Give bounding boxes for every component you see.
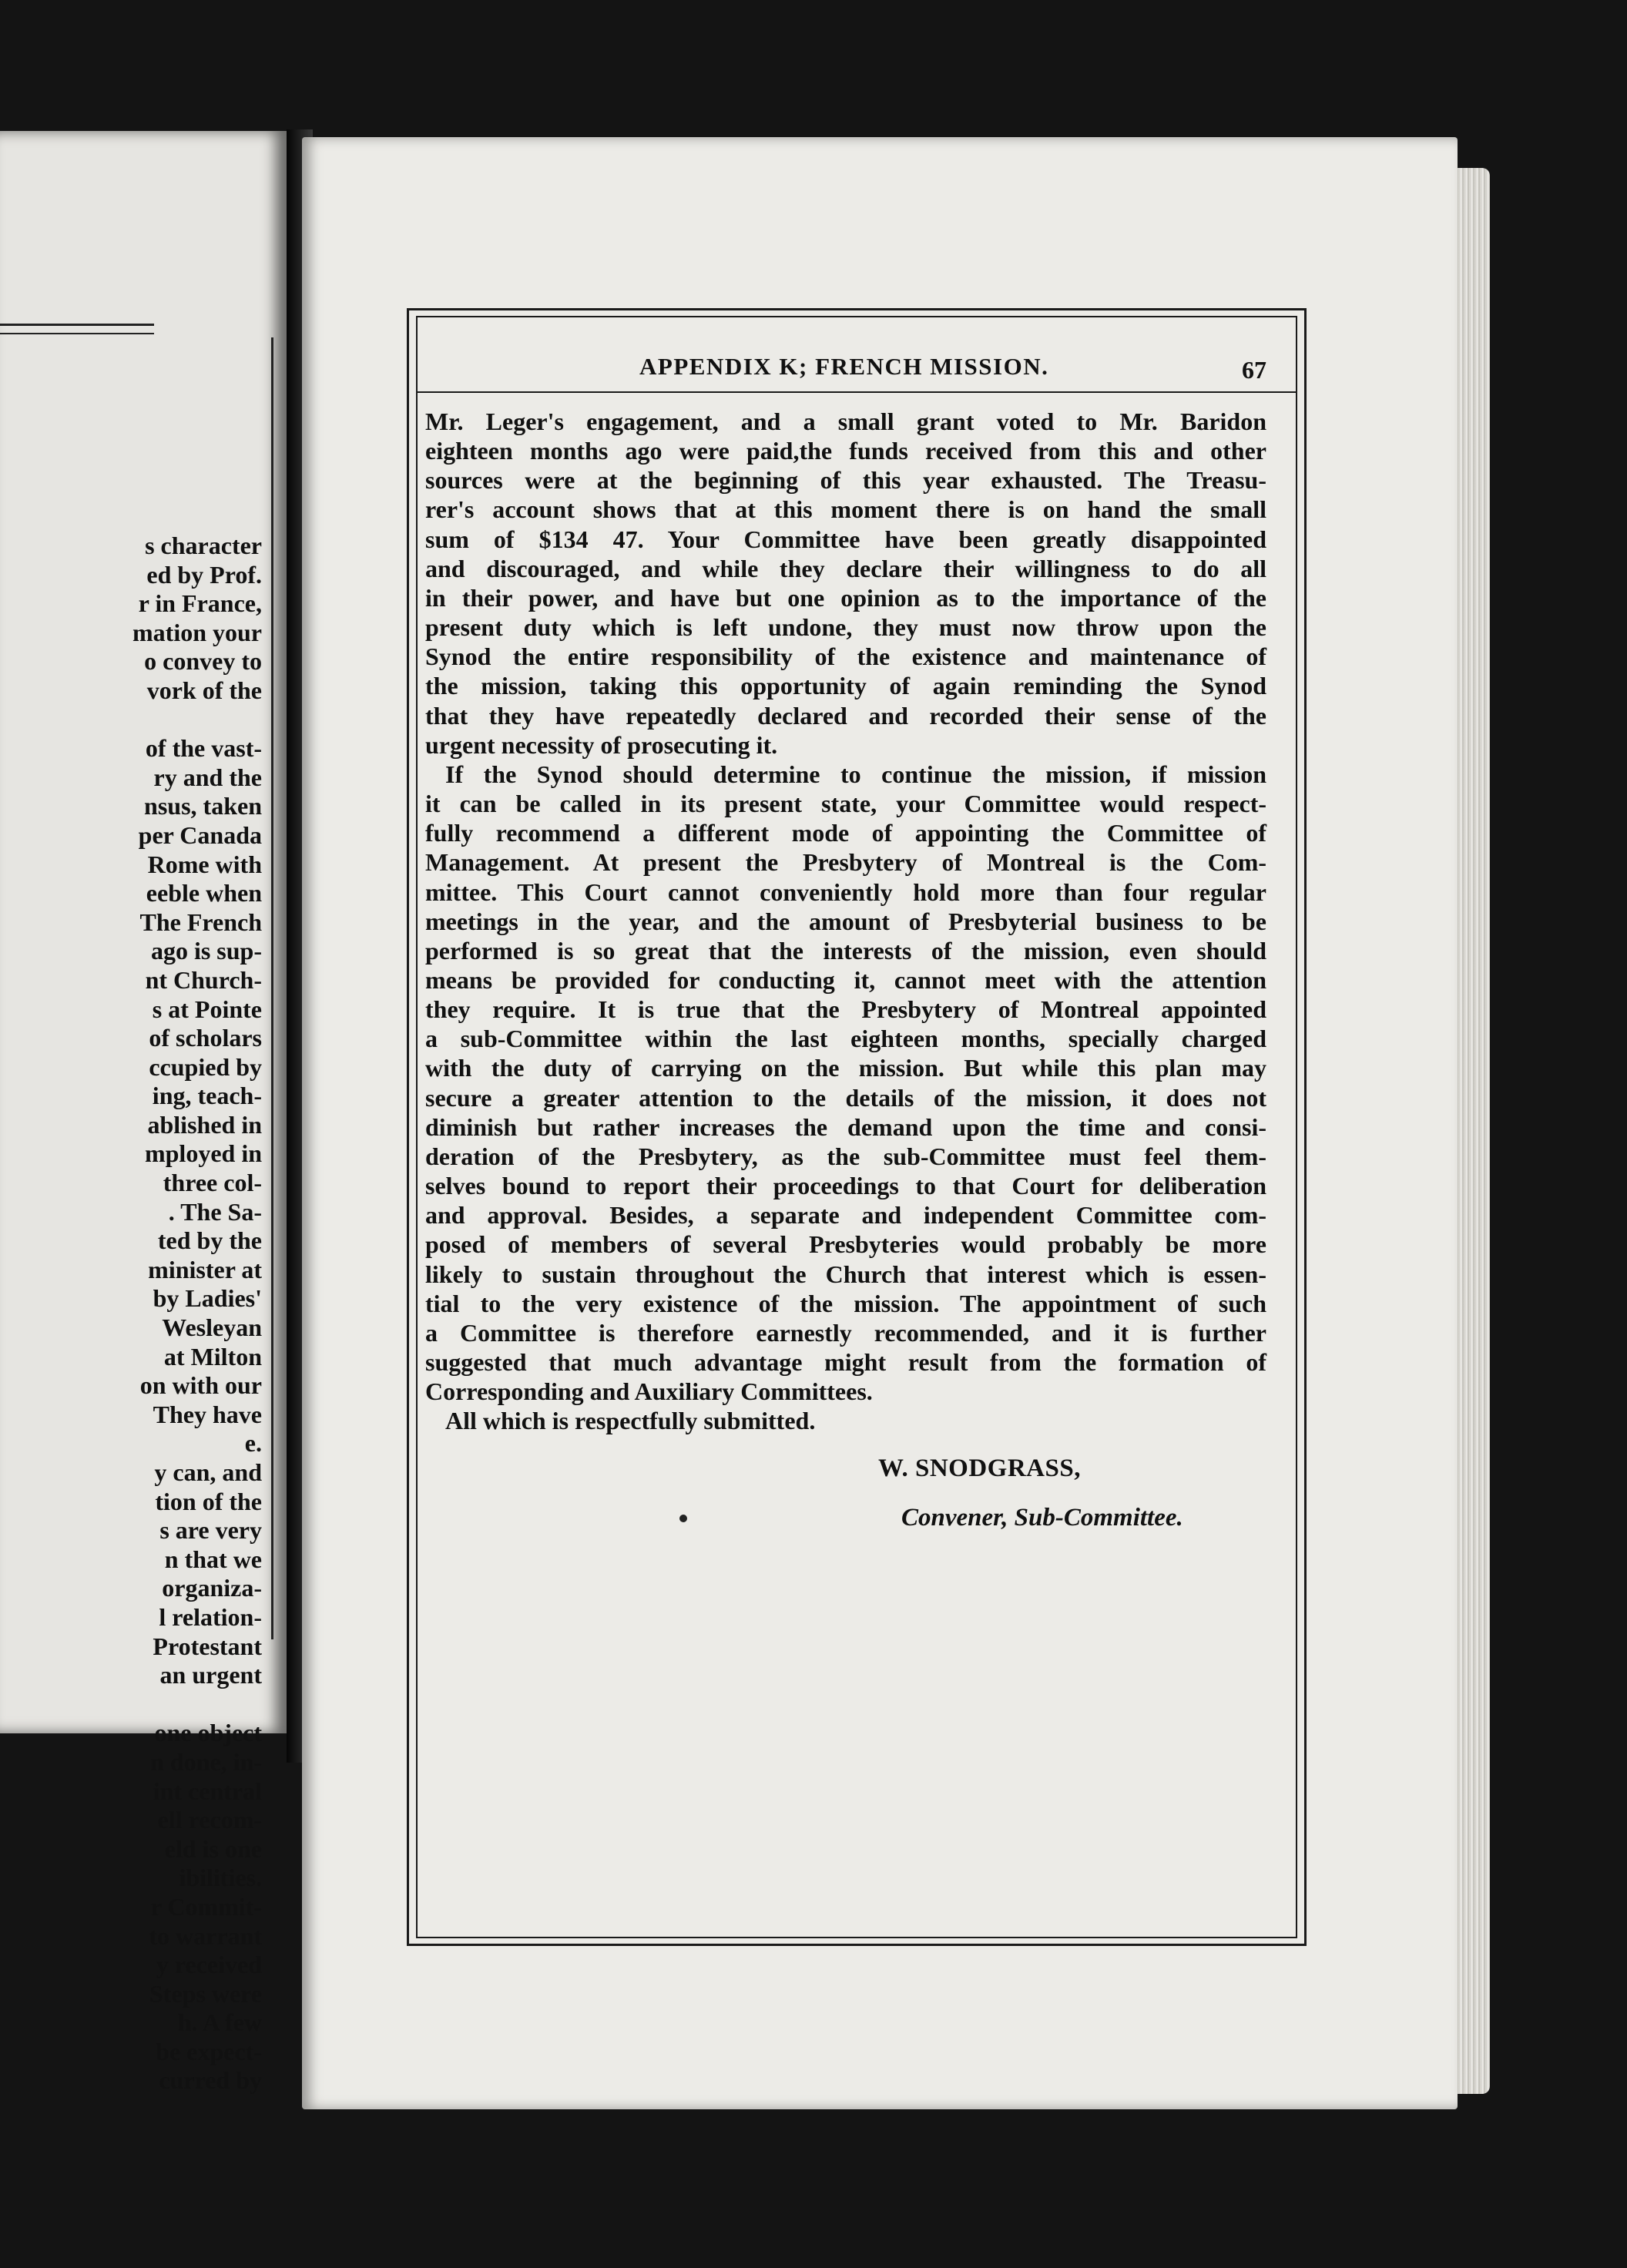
body-line: means be provided for conducting it, cannot meet with the attention [425, 965, 1266, 994]
left-page-line: at Milton [163, 1342, 262, 1371]
left-page-line: r in France, [138, 589, 262, 618]
body-line: in their power, and have but one opinion as to the importance of the [425, 583, 1266, 612]
body-line: deration of the Presbytery, as the sub-Committee must feel them- [425, 1142, 1266, 1170]
left-page-line: to warrant [149, 1921, 262, 1950]
left-page-line: of scholars [149, 1024, 262, 1052]
left-page-line [0, 1690, 262, 1719]
body-line: Mr. Leger's engagement, and a small grant voted to Mr. Baridon [425, 408, 1266, 435]
body-line: All which is respectfully submitted. [445, 1407, 816, 1435]
body-line: a sub-Committee within the last eighteen months, specially charged [425, 1025, 1266, 1053]
left-page-line: one object [154, 1719, 262, 1747]
left-page-line: of the vast- [145, 734, 262, 763]
left-page-line: ed by Prof. [146, 560, 262, 589]
left-page-line: minister at [148, 1255, 262, 1283]
left-page-line: int central [153, 1776, 262, 1805]
body-text [425, 407, 1266, 1435]
left-page-line: be expect- [156, 2037, 262, 2065]
left-page-line: ted by the [157, 1226, 262, 1255]
body-line: Management. At present the Presbytery of Montreal is the Com- [425, 848, 1266, 877]
left-page-text [0, 532, 262, 2095]
body-line: that they have repeatedly declared and recorded their sense of the [425, 701, 1266, 730]
left-page-line: . The Sa- [168, 1197, 262, 1226]
body-line: Synod the entire responsibility of the existence and maintenance of [425, 642, 1266, 671]
left-page-line: on with our [139, 1371, 262, 1400]
left-page-line: curred by [159, 2066, 262, 2095]
body-line: and discouraged, and while they declare their willingness to do all [425, 554, 1266, 582]
body-line: sources were at the beginning of this year exhausted. The Treasu- [425, 466, 1266, 495]
body-line: with the duty of carrying on the mission. But while this plan may [425, 1054, 1266, 1082]
body-line: performed is so great that the interests of the mission, even should [425, 936, 1266, 965]
left-page-line [0, 706, 262, 735]
left-page-line: ry and the [153, 763, 262, 791]
left-page-line: y can, and [154, 1458, 262, 1486]
page-number: 67 [1242, 356, 1266, 384]
signature-name: W. SNODGRASS, [878, 1454, 1081, 1482]
signature-title: Convener, Sub-Committee. [901, 1504, 1183, 1532]
body-line: it can be called in its present state, your Committee would respect- [425, 790, 1266, 818]
left-page-line: ccupied by [149, 1052, 262, 1081]
left-page-line: organiza- [162, 1574, 262, 1602]
left-page-line: ago is sup- [150, 937, 262, 965]
left-page-line: nsus, taken [144, 792, 262, 820]
left-page-line: They have [153, 1400, 262, 1428]
left-page-line: h. A few [177, 2008, 262, 2037]
left-page-line: r Commit- [150, 1892, 262, 1921]
body-line: they require. It is true that the Presbytery of Montreal appointed [425, 995, 1266, 1024]
left-page-line: s are very [159, 1516, 262, 1545]
left-page-line: ing, teach- [152, 1082, 262, 1110]
body-line: Corresponding and Auxiliary Committees. [425, 1377, 873, 1406]
body-line: eighteen months ago were paid,the funds received from this and other [425, 437, 1266, 465]
left-page-line: ablished in [147, 1110, 262, 1139]
left-page-line: ibilities. [179, 1864, 262, 1892]
body-line: the mission, taking this opportunity of again reminding the Synod [425, 672, 1266, 700]
left-page-line: s character [145, 532, 262, 559]
left-page [0, 131, 287, 2095]
left-page-line: ell recom- [157, 1806, 262, 1834]
body-line: If the Synod should determine to continue the mission, if mission [445, 760, 1266, 788]
running-head: APPENDIX K; FRENCH MISSION. [639, 353, 1049, 380]
left-page-line: Rome with [147, 850, 262, 878]
body-line: posed of members of several Presbyteries would probably be more [425, 1230, 1266, 1259]
left-page-line: by Ladies' [153, 1284, 262, 1313]
left-page-line: n that we [164, 1545, 262, 1573]
left-page-border [271, 337, 273, 1639]
left-page-line: l relation- [159, 1602, 262, 1631]
body-line: selves bound to report their proceedings to that Court for deliberation [425, 1172, 1266, 1200]
left-page-line: y received [156, 1951, 262, 1979]
left-page-line: The French [139, 908, 262, 936]
left-page-line: an urgent [159, 1661, 262, 1689]
left-page-line: mployed in [144, 1139, 262, 1168]
left-page-rule [0, 324, 154, 326]
body-line: rer's account shows that at this moment there is on hand the small [425, 495, 1266, 524]
body-line: sum of $134 47. Your Committee have been greatly disappointed [425, 525, 1266, 553]
printer-ornament [679, 1515, 687, 1522]
body-line: and approval. Besides, a separate and independent Committee com- [425, 1201, 1266, 1230]
body-line: mittee. This Court cannot conveniently hold more than four regular [425, 877, 1266, 906]
left-page-line: eld is one [164, 1834, 262, 1863]
left-page-line: nt Church- [145, 965, 262, 994]
body-line: tial to the very existence of the mission. The appointment of such [425, 1289, 1266, 1317]
left-page-line: n done, in- [150, 1747, 262, 1776]
body-line: fully recommend a different mode of appointing the Committee of [425, 819, 1266, 847]
body-line: likely to sustain throughout the Church that interest which is essen- [425, 1260, 1266, 1288]
left-page-line: s at Pointe [152, 995, 262, 1023]
left-page-line: o convey to [144, 647, 262, 676]
left-page-line: mation your [133, 618, 262, 646]
body-line: a Committee is therefore earnestly recommended, and it is further [425, 1318, 1266, 1347]
body-line: secure a greater attention to the details of the mission, it does not [425, 1083, 1266, 1112]
body-line: suggested that much advantage might result from the formation of [425, 1348, 1266, 1376]
body-line: urgent necessity of prosecuting it. [425, 730, 778, 759]
left-page-line: three col- [163, 1169, 262, 1197]
body-line: meetings in the year, and the amount of Presbyterial business to be [425, 907, 1266, 935]
left-page-line: vork of the [146, 676, 262, 704]
header-rule [416, 391, 1297, 393]
left-page-line: per Canada [138, 820, 262, 849]
body-line: present duty which is left undone, they must now throw upon the [425, 613, 1266, 642]
body-line: diminish but rather increases the demand upon the time and consi- [425, 1112, 1266, 1141]
left-page-line: tion of the [155, 1487, 262, 1515]
left-page-line: e. [244, 1429, 262, 1458]
left-page-line: Wesleyan [162, 1313, 262, 1342]
left-page-rule [0, 333, 154, 334]
left-page-line: Steps were [149, 1979, 262, 2008]
left-page-line: Protestant [153, 1632, 262, 1660]
left-page-line: eeble when [146, 879, 262, 908]
